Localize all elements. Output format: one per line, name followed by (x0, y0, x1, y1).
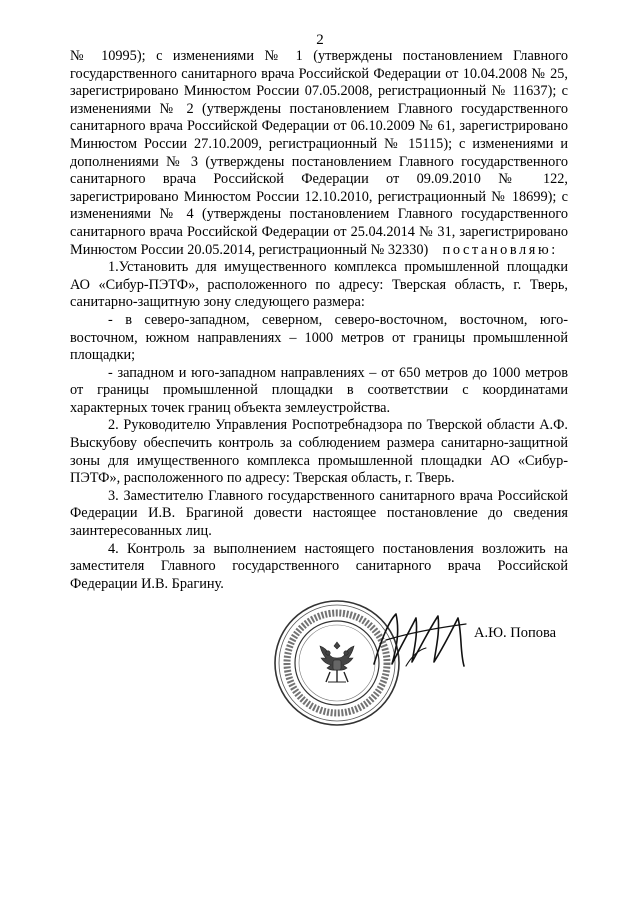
paragraph-3: 3. Заместителю Главного государственного санитарного врача Российской Федерации И.В. Брагиной довести настоящее постановление до сведения заинтересованных лиц. (70, 487, 568, 540)
paragraph-4: 4. Контроль за выполнением настоящего постановления возложить на заместителя Главного государственного санитарного врача Российской Федерации И.В. Брагину. (70, 540, 568, 592)
document-body (70, 48, 568, 593)
amendments-text: № 10995); с изменениями № 1 (утверждены постановлением Главного государственного санитарного врача Российской Федерации от 10.04.2008 № 25, зарегистрировано Минюстом России 07.05.2008, регистрационный № 11637); с изменениями № 2 (утверждены постановлением Главного государственного санитарного врача Российской Федерации от 06.10.2009 № 61, зарегистрировано Минюстом России 27.10.2009, регистрационный № 15115); с изменениями и дополнениями № 3 (утверждены постановлением Главного государственного санитарного врача Российской Федерации от 09.09.2010 № 122, зарегистрировано Минюстом России 12.10.2010, регистрационный № 18699); с изменениями № 4 (утверждены постановлением Главного государственного санитарного врача Российской Федерации от 25.04.2014 № 31, зарегистрировано Минюстом России 20.05.2014, регистрационный № 32330) (70, 48, 568, 258)
eagle-emblem-icon (320, 642, 354, 682)
paragraph-1: 1.Установить для имущественного комплекса промышленной площадки АО «Сибур-ПЭТФ», расположенного по адресу: Тверская область, г. Тверь, санитарно-защитную зону следующего размера: (70, 259, 568, 311)
paragraph-amendments (70, 48, 568, 259)
signer-name: А.Ю. Попова (474, 625, 557, 641)
paragraph-1-item-b: - западном и юго-западном направлениях – от 650 метров до 1000 метров от границы промышленной площадки в соответствии с координатами характерных точек границ объекта землеустройства. (70, 364, 568, 416)
handwritten-signature (366, 604, 476, 676)
paragraph-1-item-a: - в северо-западном, северном, северо-восточном, восточном, юго-восточном, южном направлениях – 1000 метров от границы промышленной площадки; (70, 311, 568, 364)
decree-word: постановляю: (442, 241, 558, 258)
paragraph-2: 2. Руководителю Управления Роспотребнадзора по Тверской области А.Ф. Выскубову обеспечить контроль за соблюдением размера санитарно-защитной зоны для имущественного комплекса промышленной площадки АО «Сибур-ПЭТФ», расположенного по адресу: Тверская область, г. Тверь. (70, 417, 568, 487)
page-number: 2 (316, 32, 324, 48)
